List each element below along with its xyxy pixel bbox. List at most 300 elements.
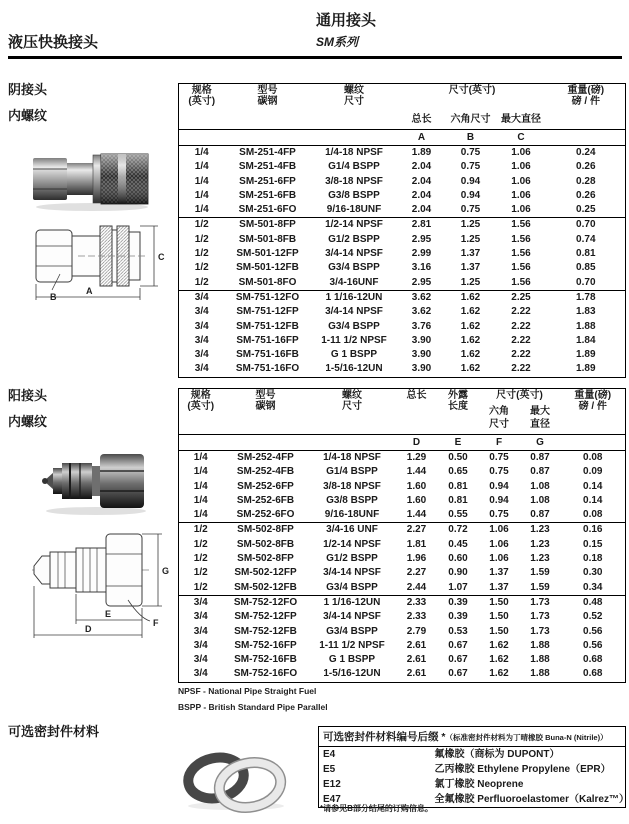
table-cell: 1/2 bbox=[193, 538, 208, 550]
table-cell: 0.67 bbox=[448, 639, 468, 651]
table-cell: 3/4-14 NPSF bbox=[323, 567, 381, 579]
table-cell: 1.62 bbox=[460, 349, 481, 361]
seal-table-title: 可选密封件材料编号后缀 *（标准密封件材料为丁晴橡胶 Buna-N (Nitrile)） bbox=[319, 727, 626, 747]
table-cell: 1/4 bbox=[194, 189, 209, 201]
dim-label-f: F bbox=[153, 618, 159, 628]
table-cell: 氟橡胶（商标为 DUPONT） bbox=[434, 749, 560, 760]
table-cell: 1.89 bbox=[576, 349, 596, 361]
table-cell: G3/4 BSPP bbox=[328, 320, 380, 332]
table-cell: SM-501-12FB bbox=[236, 262, 299, 274]
table-cell: 0.75 bbox=[460, 204, 481, 216]
o-rings-photo bbox=[178, 748, 293, 814]
table-cell: 0.75 bbox=[460, 147, 481, 158]
document-title: 液压快换接头 bbox=[8, 34, 99, 51]
dim-label-a: A bbox=[86, 286, 93, 296]
table-cell: 0.81 bbox=[576, 248, 596, 260]
table-cell: SM-502-12FB bbox=[234, 581, 297, 593]
table-row bbox=[179, 595, 626, 610]
table-cell: 0.56 bbox=[583, 639, 603, 651]
table-cell: 3/8-18 NPSF bbox=[323, 480, 381, 492]
table-cell: 0.87 bbox=[530, 452, 550, 463]
table-cell: 1.62 bbox=[489, 654, 509, 666]
table-cell: SM-502-8FP bbox=[237, 553, 294, 565]
female-spec-table bbox=[178, 83, 626, 378]
table-cell: SM-252-6FP bbox=[237, 480, 294, 492]
dim-letter-row: A B C bbox=[179, 130, 626, 146]
table-row bbox=[179, 233, 626, 247]
table-cell: 0.25 bbox=[576, 204, 596, 216]
table-cell: 3/4 bbox=[194, 349, 209, 361]
table-cell: 3/4-14 NPSF bbox=[325, 248, 383, 260]
table-cell: 0.50 bbox=[448, 452, 468, 463]
table-cell: 3/4 bbox=[194, 334, 209, 346]
table-row bbox=[179, 610, 626, 624]
table-cell: 0.90 bbox=[448, 567, 468, 579]
table-cell: 0.75 bbox=[489, 466, 509, 478]
col-total-length: 总长 bbox=[411, 113, 432, 125]
table-cell: 2.27 bbox=[396, 523, 438, 538]
table-cell: 1.07 bbox=[448, 581, 468, 593]
dim-label-c: C bbox=[158, 252, 165, 262]
page-title: 通用接头 bbox=[316, 12, 377, 29]
table-row bbox=[179, 320, 626, 334]
table-cell: 3/8-18 NPSF bbox=[325, 175, 383, 187]
table-cell: G3/4 BSPP bbox=[326, 581, 378, 593]
table-cell: 3/4-14 NPSF bbox=[325, 306, 383, 318]
table-cell: 1.62 bbox=[460, 334, 481, 346]
table-cell: 1/2 bbox=[179, 218, 225, 233]
table-cell: 2.61 bbox=[406, 654, 427, 666]
table-cell: 0.26 bbox=[576, 189, 596, 201]
table-cell: 0.45 bbox=[448, 538, 468, 550]
table-row bbox=[179, 480, 626, 494]
table-cell: 1.62 bbox=[460, 306, 481, 318]
table-cell: 0.85 bbox=[576, 262, 596, 274]
header-rule bbox=[8, 56, 622, 59]
table-row bbox=[179, 566, 626, 580]
table-row bbox=[179, 334, 626, 348]
table-cell: 1.25 bbox=[460, 233, 481, 245]
table-cell: SM-752-12FP bbox=[234, 611, 297, 623]
table-cell: 1.59 bbox=[530, 567, 550, 579]
table-cell: 1.62 bbox=[460, 320, 481, 332]
table-cell: 1/4 bbox=[193, 509, 208, 521]
table-cell: 9/16-18UNF bbox=[324, 509, 380, 521]
table-cell: SM-251-6FP bbox=[239, 175, 296, 187]
table-cell: 1.88 bbox=[530, 668, 550, 680]
table-row bbox=[179, 625, 626, 639]
table-row bbox=[179, 523, 626, 538]
table-cell: 1.89 bbox=[411, 147, 432, 158]
male-coupling-drawing bbox=[28, 526, 176, 650]
table-cell: 1.89 bbox=[576, 363, 596, 375]
table-cell: 1.06 bbox=[511, 189, 531, 201]
table-cell: 1/4 bbox=[194, 175, 209, 187]
table-cell: 1.78 bbox=[547, 290, 626, 305]
table-cell: 0.28 bbox=[576, 175, 596, 187]
table-cell: E5 bbox=[323, 764, 336, 775]
table-cell: 0.34 bbox=[583, 581, 603, 593]
table-cell: 3.90 bbox=[411, 334, 432, 346]
table-cell: 1.81 bbox=[406, 538, 427, 550]
table-cell: 0.24 bbox=[576, 147, 596, 158]
table-cell: 1/2 bbox=[194, 248, 209, 260]
table-cell: 1.62 bbox=[446, 290, 496, 305]
table-row bbox=[179, 494, 626, 508]
coupling-body bbox=[67, 163, 93, 195]
table-cell: 2.22 bbox=[511, 349, 531, 361]
table-cell: 0.52 bbox=[583, 611, 603, 623]
table-cell: 1.37 bbox=[460, 248, 481, 260]
table-cell: SM-752-16FO bbox=[233, 668, 298, 680]
table-row bbox=[319, 777, 626, 792]
table-row bbox=[179, 189, 626, 203]
female-thread-label: 内螺纹 bbox=[8, 108, 48, 123]
table-cell: 1.84 bbox=[576, 334, 596, 346]
table-cell: 0.08 bbox=[583, 452, 603, 463]
table-cell: 2.22 bbox=[511, 334, 531, 346]
drawing-sleeve bbox=[76, 548, 106, 592]
table-cell: 1.83 bbox=[576, 306, 596, 318]
table-cell: SM-751-16FO bbox=[235, 363, 300, 375]
table-row bbox=[179, 305, 626, 319]
col-model: 型号 碳钢 bbox=[257, 85, 278, 107]
footnote-bspp: BSPP - British Standard Pipe Parallel bbox=[178, 702, 328, 712]
table-cell: 1/4 bbox=[193, 452, 208, 463]
table-cell: 1/4 bbox=[194, 204, 209, 216]
male-coupling-photo bbox=[40, 446, 152, 516]
table-cell: 2.95 bbox=[411, 233, 432, 245]
table-cell: 1.08 bbox=[530, 494, 550, 506]
table-row bbox=[179, 667, 626, 682]
table-cell: 1.88 bbox=[530, 654, 550, 666]
table-cell: SM-751-16FP bbox=[236, 334, 299, 346]
table-cell: 1.25 bbox=[446, 218, 496, 233]
table-cell: 2.61 bbox=[406, 668, 427, 680]
table-cell: 2.44 bbox=[406, 581, 427, 593]
table-cell: SM-501-8FP bbox=[225, 218, 311, 233]
table-cell: 2.61 bbox=[406, 639, 427, 651]
male-spec-table bbox=[178, 388, 626, 683]
table-cell: 0.18 bbox=[583, 553, 603, 565]
table-cell: 1.59 bbox=[530, 581, 550, 593]
table-cell: 3/4 bbox=[194, 306, 209, 318]
drawing-hex bbox=[106, 534, 142, 606]
col-spec: 规格 (英寸) bbox=[188, 85, 216, 107]
table-cell: 1-11 1/2 NPSF bbox=[321, 334, 387, 346]
table-cell: 0.09 bbox=[583, 466, 603, 478]
table-cell: 3.62 bbox=[398, 290, 446, 305]
table-cell: 3/4 bbox=[193, 639, 208, 651]
table-cell: 1.56 bbox=[511, 248, 531, 260]
table-cell: 1/2 bbox=[179, 523, 223, 538]
table-cell: 0.39 bbox=[438, 595, 479, 610]
table-cell: 1.73 bbox=[530, 625, 550, 637]
table-cell: G1/2 BSPP bbox=[326, 553, 378, 565]
table-cell: 2.04 bbox=[411, 204, 432, 216]
table-row bbox=[179, 465, 626, 479]
table-cell: 乙丙橡胶 Ethylene Propylene（EPR） bbox=[434, 764, 611, 775]
table-cell: 0.16 bbox=[561, 523, 626, 538]
table-cell: 1/4 bbox=[194, 161, 209, 173]
table-cell: 1/4 bbox=[193, 480, 208, 492]
table-cell: G3/4 BSPP bbox=[328, 262, 380, 274]
table-cell: 3/4 bbox=[193, 654, 208, 666]
table-row bbox=[179, 261, 626, 275]
table-cell: 1.62 bbox=[460, 363, 481, 375]
table-row bbox=[179, 653, 626, 667]
table-cell: 1.06 bbox=[489, 553, 509, 565]
col-weight: 重量(磅) 磅 / 件 bbox=[574, 390, 612, 412]
table-row bbox=[179, 247, 626, 261]
table-row bbox=[179, 218, 626, 233]
table-cell: SM-252-6FB bbox=[236, 494, 295, 506]
table-cell: 0.56 bbox=[583, 625, 603, 637]
table-cell: 1/2 bbox=[194, 276, 209, 288]
table-cell: 0.70 bbox=[547, 218, 626, 233]
table-row bbox=[179, 581, 626, 596]
dim-label-g: G bbox=[162, 566, 170, 576]
table-cell: G 1 BSPP bbox=[330, 349, 378, 361]
table-cell: 0.81 bbox=[448, 494, 468, 506]
table-cell: G1/4 BSPP bbox=[326, 466, 378, 478]
table-cell: 0.94 bbox=[460, 189, 481, 201]
table-row bbox=[179, 362, 626, 377]
table-cell: 1.60 bbox=[406, 494, 427, 506]
table-cell: 1.96 bbox=[406, 553, 427, 565]
table-cell: SM-501-8FB bbox=[238, 233, 297, 245]
col-hex-size: 六角 尺寸 bbox=[489, 406, 509, 430]
table-cell: E4 bbox=[323, 749, 336, 760]
table-row bbox=[179, 538, 626, 552]
table-cell: 0.14 bbox=[583, 494, 603, 506]
table-cell: 1.50 bbox=[489, 611, 509, 623]
female-section-label: 阴接头 bbox=[8, 82, 48, 97]
table-cell: 1.56 bbox=[511, 262, 531, 274]
dim-letter-row: D E F G bbox=[179, 435, 626, 451]
seal-table-title-note: （标准密封件材料为丁晴橡胶 Buna-N (Nitrile)） bbox=[445, 733, 608, 742]
table-cell: 3/4 bbox=[194, 363, 209, 375]
table-cell: 3.76 bbox=[411, 320, 432, 332]
table-cell: 1/4-18 NPSF bbox=[323, 452, 381, 463]
table-cell: 0.55 bbox=[448, 509, 468, 521]
table-cell: 2.04 bbox=[411, 175, 432, 187]
female-coupling-drawing bbox=[34, 220, 170, 308]
table-cell: SM-501-12FP bbox=[236, 248, 299, 260]
table-cell: 3/4-16 UNF bbox=[309, 523, 396, 538]
table-cell: 1.56 bbox=[511, 276, 531, 288]
table-cell: 3/4-16UNF bbox=[329, 276, 379, 288]
female-coupling-photo bbox=[30, 142, 158, 212]
table-cell: SM-502-8FP bbox=[223, 523, 309, 538]
table-cell: 1.62 bbox=[489, 668, 509, 680]
table-cell: 0.72 bbox=[438, 523, 479, 538]
table-row bbox=[319, 762, 626, 777]
table-cell: 0.70 bbox=[576, 276, 596, 288]
table-cell: 1/2 bbox=[194, 233, 209, 245]
table-cell: 2.81 bbox=[398, 218, 446, 233]
table-cell: 1.50 bbox=[479, 595, 520, 610]
table-cell: 3.62 bbox=[411, 306, 432, 318]
series-subtitle: SM系列 bbox=[316, 35, 359, 49]
table-cell: 2.79 bbox=[406, 625, 427, 637]
table-cell: SM-501-8FO bbox=[238, 276, 297, 288]
table-cell: 1/4 bbox=[194, 147, 209, 158]
hex-nut bbox=[33, 158, 67, 200]
col-total-length: 总长 bbox=[406, 390, 427, 401]
table-cell: 1.23 bbox=[520, 523, 561, 538]
table-cell: 1 1/16-12UN bbox=[309, 595, 396, 610]
col-weight: 重量(磅) 磅 / 件 bbox=[567, 85, 605, 107]
male-thread-label: 内螺纹 bbox=[8, 414, 48, 429]
photo-shadow bbox=[46, 507, 146, 515]
table-row bbox=[179, 160, 626, 174]
table-cell: G3/8 BSPP bbox=[326, 494, 378, 506]
table-cell: 0.08 bbox=[583, 509, 603, 521]
table-row bbox=[179, 276, 626, 291]
table-row bbox=[179, 290, 626, 305]
table-cell: 0.87 bbox=[530, 466, 550, 478]
male-table-body bbox=[179, 451, 626, 683]
table-cell: 1.60 bbox=[406, 480, 427, 492]
table-cell: 0.68 bbox=[583, 668, 603, 680]
table-cell: SM-751-12FO bbox=[225, 290, 311, 305]
table-cell: G 1 BSPP bbox=[328, 654, 376, 666]
table-cell: 3/4 bbox=[193, 625, 208, 637]
table-cell: 3.90 bbox=[411, 349, 432, 361]
table-row bbox=[179, 146, 626, 161]
table-cell: 1.73 bbox=[520, 595, 561, 610]
female-table-body bbox=[179, 146, 626, 378]
table-cell: 0.75 bbox=[489, 509, 509, 521]
footnote-npsf: NPSF - National Pipe Straight Fuel bbox=[178, 686, 317, 696]
table-cell: 3/4 bbox=[194, 320, 209, 332]
col-max-dia: 最大 直径 bbox=[530, 406, 550, 430]
table-cell: E47 bbox=[323, 794, 341, 805]
col-max-dia: 最大直径 bbox=[501, 113, 542, 125]
dim-label-e: E bbox=[105, 609, 112, 619]
table-cell: SM-751-12FB bbox=[236, 320, 299, 332]
table-cell: 0.68 bbox=[583, 654, 603, 666]
plug-body bbox=[62, 463, 92, 499]
table-cell: 3.16 bbox=[411, 262, 432, 274]
table-row bbox=[179, 552, 626, 566]
table-cell: 0.65 bbox=[448, 466, 468, 478]
table-cell: 1.06 bbox=[511, 147, 531, 158]
table-cell: SM-252-4FP bbox=[237, 452, 294, 463]
table-cell: 1-11 1/2 NPSF bbox=[319, 639, 385, 651]
table-cell: 1.88 bbox=[530, 639, 550, 651]
table-cell: 1/4 bbox=[193, 494, 208, 506]
table-cell: 1.56 bbox=[496, 218, 547, 233]
table-cell: 0.74 bbox=[576, 233, 596, 245]
table-cell: 0.81 bbox=[448, 480, 468, 492]
table-cell: 2.95 bbox=[411, 276, 432, 288]
drawing-poppet bbox=[34, 556, 50, 584]
table-cell: SM-251-6FO bbox=[238, 204, 297, 216]
table-cell: 2.33 bbox=[396, 595, 438, 610]
table-cell: 0.14 bbox=[583, 480, 603, 492]
table-cell: 1/2 bbox=[194, 262, 209, 274]
table-cell: 0.30 bbox=[583, 567, 603, 579]
table-cell: 1.06 bbox=[511, 175, 531, 187]
table-cell: G3/4 BSPP bbox=[326, 625, 378, 637]
table-cell: SM-252-4FB bbox=[236, 466, 295, 478]
col-thread: 螺纹 尺寸 bbox=[342, 390, 362, 412]
table-cell: 2.99 bbox=[411, 248, 432, 260]
seal-footnote: *请参见B部分结尾的订购信息。 bbox=[320, 804, 433, 813]
table-cell: G1/2 BSPP bbox=[328, 233, 380, 245]
table-cell: 3/4 bbox=[179, 595, 223, 610]
table-cell: 2.04 bbox=[411, 189, 432, 201]
table-row bbox=[179, 175, 626, 189]
drawing-hex bbox=[36, 230, 72, 282]
table-cell: 1.06 bbox=[489, 538, 509, 550]
table-cell: SM-751-16FB bbox=[236, 349, 299, 361]
table-row bbox=[179, 451, 626, 466]
table-cell: 2.22 bbox=[511, 363, 531, 375]
table-cell: 0.75 bbox=[489, 452, 509, 463]
table-cell: SM-752-12FO bbox=[223, 595, 309, 610]
table-cell: 0.48 bbox=[561, 595, 626, 610]
col-spec: 规格 (英寸) bbox=[187, 390, 215, 412]
table-cell: 0.94 bbox=[489, 480, 509, 492]
table-cell: 2.27 bbox=[406, 567, 427, 579]
table-cell: 3/4 bbox=[193, 668, 208, 680]
hex-nut bbox=[100, 454, 144, 508]
table-cell: SM-752-12FB bbox=[234, 625, 297, 637]
table-cell: 1-5/16-12UN bbox=[323, 668, 381, 680]
table-cell: 0.94 bbox=[460, 175, 481, 187]
table-cell: 1.23 bbox=[530, 538, 550, 550]
table-cell: SM-752-16FP bbox=[234, 639, 297, 651]
table-cell: 1/2 bbox=[193, 581, 208, 593]
table-row bbox=[179, 348, 626, 362]
table-cell: G3/8 BSPP bbox=[328, 189, 380, 201]
table-cell: 1.37 bbox=[489, 581, 509, 593]
table-cell: SM-252-6FO bbox=[236, 509, 295, 521]
table-cell: G1/4 BSPP bbox=[328, 161, 380, 173]
table-cell: SM-502-12FP bbox=[234, 567, 297, 579]
table-cell: 2.04 bbox=[411, 161, 432, 173]
table-cell: 1.88 bbox=[576, 320, 596, 332]
table-cell: 全氟橡胶 Perfluoroelastomer（Kalrez™） bbox=[434, 794, 629, 805]
table-row bbox=[179, 508, 626, 523]
table-cell: 1/2 bbox=[193, 553, 208, 565]
table-cell: 0.67 bbox=[448, 654, 468, 666]
table-cell: 2.33 bbox=[406, 611, 427, 623]
male-section-label: 阳接头 bbox=[8, 388, 48, 403]
col-exposed-length: 外露 长度 bbox=[448, 390, 468, 412]
table-cell: 0.75 bbox=[460, 161, 481, 173]
table-cell: 0.87 bbox=[530, 509, 550, 521]
table-cell: 1/2-14 NPSF bbox=[311, 218, 398, 233]
table-cell: 2.22 bbox=[511, 306, 531, 318]
table-cell: 1.73 bbox=[530, 611, 550, 623]
col-hex-size: 六角尺寸 bbox=[450, 113, 491, 125]
table-cell: 1 1/16-12UN bbox=[311, 290, 398, 305]
table-cell: E12 bbox=[323, 779, 341, 790]
table-cell: 3/4-14 NPSF bbox=[323, 611, 381, 623]
col-group-dimensions: 尺寸(英寸) bbox=[448, 85, 496, 96]
table-cell: 0.39 bbox=[448, 611, 468, 623]
table-cell: 9/16-18UNF bbox=[326, 204, 382, 216]
table-cell: 1.37 bbox=[489, 567, 509, 579]
table-cell: 3.90 bbox=[411, 363, 432, 375]
table-cell: 1.29 bbox=[406, 452, 427, 463]
table-cell: 1.56 bbox=[511, 233, 531, 245]
table-row bbox=[179, 639, 626, 653]
